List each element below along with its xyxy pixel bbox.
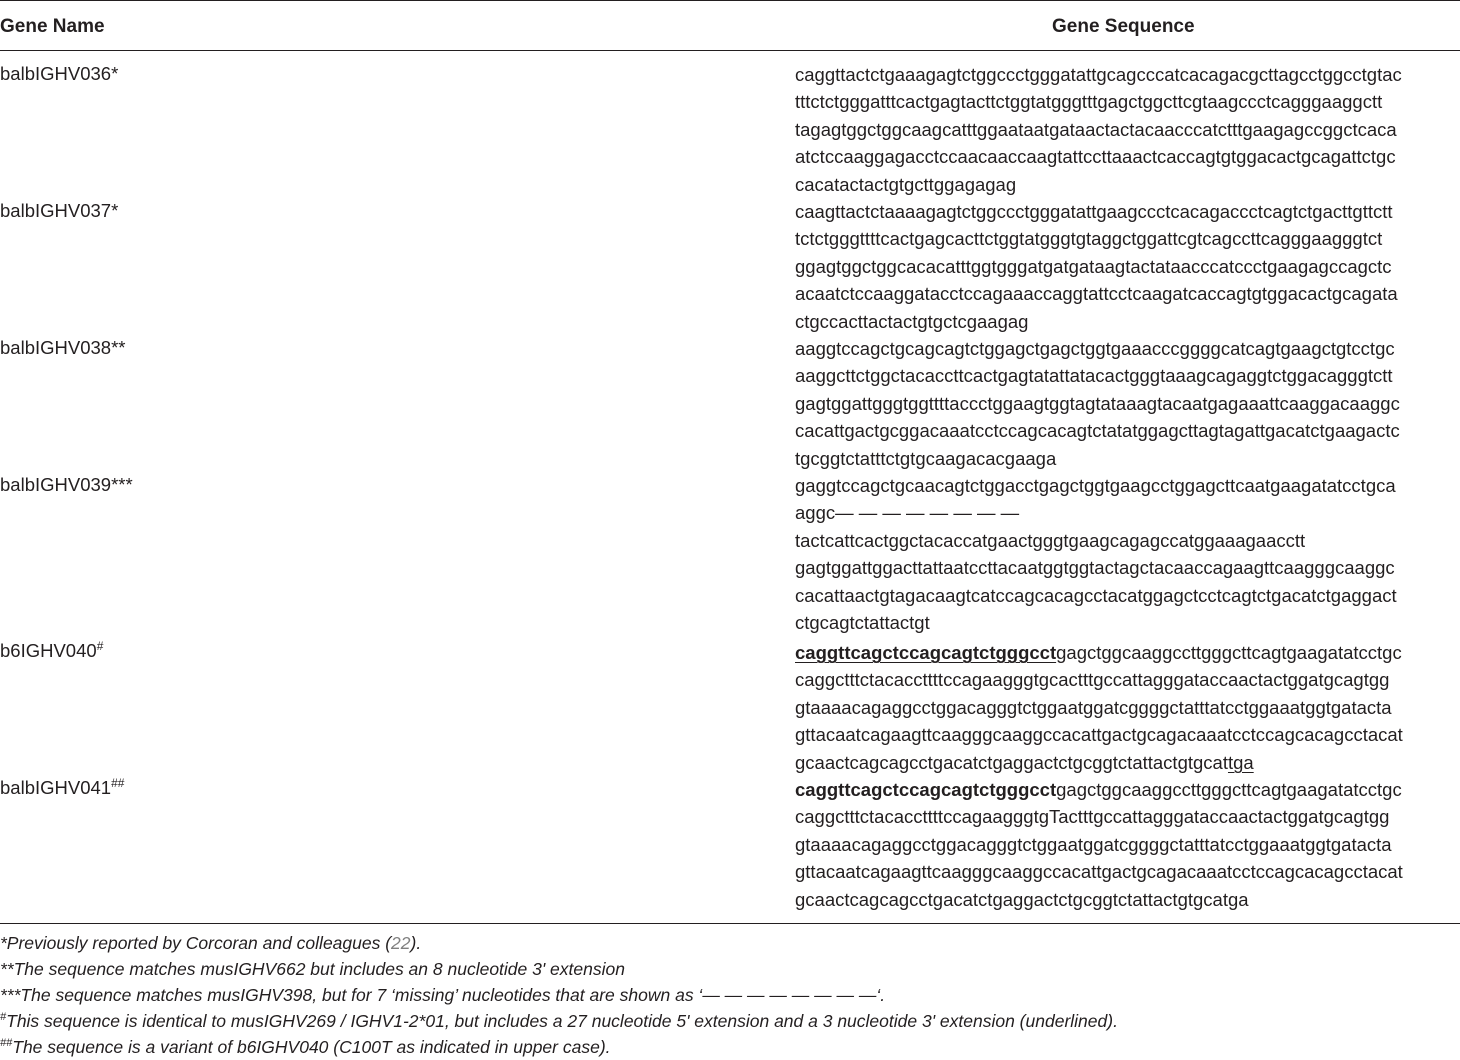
column-header-gene-name: Gene Name [0, 16, 105, 37]
sequence-line-gap: aggc— — — — — — — — [795, 502, 1020, 524]
sequence-line: aaggtccagctgcagcagtctggagctgagctggtgaaacccggggcatcagtgaagctgtcctgc [795, 338, 1395, 359]
sequence-line: gttacaatcagaagttcaagggcaaggccacattgactgcagacaaatcctccagcacagcctacat [795, 861, 1403, 883]
gene-sequence-balbighv037 [795, 198, 1460, 335]
sequence-line: gtaaaacagaggcctggacagggtctggaatggatcggggctatttatcctggaaatggtgatacta [795, 833, 1392, 855]
extension-5prime: caggttcagctccagcagtctgggcct [795, 642, 1057, 663]
sequence-line: cacatactactgtgcttggagagag [795, 173, 1017, 195]
gene-sequence-balbighv039 [795, 472, 1460, 636]
table-footnotes [0, 930, 1118, 1060]
extension-5prime: caggttcagctccagcagtctgggcct [795, 779, 1057, 800]
footnote-3: ***The sequence matches musIGHV398, but for 7 ‘missing’ nucleotides that are shown as ‘— — — — — — — —‘. [0, 985, 886, 1005]
table-bottom-rule [0, 923, 1460, 924]
extension-3prime: tga [1227, 751, 1254, 773]
sequence-line: tgcggtctatttctgtgcaagacacgaaga [795, 447, 1057, 469]
sequence-line: caggttcagctccagcagtctgggcctgagctggcaaggccttgggcttcagtgaagatatcctgc [795, 779, 1402, 800]
gene-sequence-balbighv038 [795, 335, 1460, 472]
sequence-line: aaggcttctggctacaccttcactgagtatattatacactgggtaaagcagaggtctggacagggtctt [795, 365, 1393, 387]
gene-name-balbighv039: balbIGHV039*** [0, 474, 133, 495]
gene-sequence-balbighv041 [795, 776, 1460, 913]
gene-name-balbighv037: balbIGHV037* [0, 200, 119, 221]
sequence-line: caggttcagctccagcagtctgggcctgagctggcaaggccttgggcttcagtgaagatatcctgc [795, 642, 1402, 663]
sequence-line: acaatctccaaggatacctccagaaaccaggtattcctcaagatcaccagtgtggacactgcagata [795, 283, 1398, 305]
footnote-5: ##The sequence is a variant of b6IGHV040 (C100T as indicated in upper case). [0, 1037, 611, 1057]
sequence-line: caggctttctacaccttttccagaagggtgTactttgccattagggataccaactactggatgcagtgg [795, 806, 1390, 828]
sequence-line: gaggtccagctgcaacagtctggacctgagctggtgaagcctggagcttcaatgaagatatcctgca [795, 475, 1396, 496]
gene-name-b6ighv040: b6IGHV040# [0, 639, 104, 661]
sequence-line: gagtggattggacttattaatccttacaatggtggtactagctacaaccagaagttcaagggcaaggc [795, 557, 1395, 579]
gene-name-balbighv036: balbIGHV036* [0, 63, 119, 84]
sequence-line: tactcattcactggctacaccatgaactgggtgaagcagagccatggaaagaacctt [795, 529, 1306, 551]
sequence-line: tctctgggttttcactgagcacttctggtatgggtgtaggctggattcgtcagccttcagggaagggtct [795, 228, 1383, 250]
sequence-line: ctgcagtctattactgt [795, 611, 930, 633]
column-header-gene-sequence: Gene Sequence [1052, 16, 1195, 37]
footnote-mark: # [96, 639, 104, 653]
footnote-1: *Previously reported by Corcoran and colleagues (22). [0, 933, 422, 953]
sequence-line: gcaactcagcagcctgacatctgaggactctgcggtctattactgtgcatga [795, 888, 1249, 910]
sequence-line: gcaactcagcagcctgacatctgaggactctgcggtctattactgtgcattga [795, 751, 1254, 773]
sequence-line: caggctttctacaccttttccagaagggtgcactttgccattagggataccaactactggatgcagtgg [795, 669, 1390, 691]
reference-link[interactable]: 22 [391, 933, 411, 953]
footnote-2: **The sequence matches musIGHV662 but includes an 8 nucleotide 3' extension [0, 959, 625, 979]
sequence-line: tttctctgggatttcactgagtacttctggtatgggtttgagctggcttcgtaagccctcagggaaggctt [795, 91, 1383, 113]
footnote-4: #This sequence is identical to musIGHV269 / IGHV1-2*01, but includes a 27 nucleotide 5' extension and a 3 nucleotide 3' extension (underlined). [0, 1011, 1118, 1031]
sequence-line: gagtggattgggtggttttaccctggaagtggtagtataaagtacaatgagaaattcaaggacaaggc [795, 392, 1400, 414]
sequence-line: caggttactctgaaagagtctggccctgggatattgcagcccatcacagacgcttagcctggcctgtac [795, 64, 1402, 85]
footnote-mark: ## [111, 776, 125, 790]
sequence-line: caagttactctaaaagagtctggccctgggatattgaagccctcacagaccctcagtctgacttgttctt [795, 201, 1393, 222]
gene-name-balbighv041: balbIGHV041## [0, 776, 125, 798]
sequence-line: ctgccacttactactgtgctcgaagag [795, 310, 1029, 332]
sequence-line: gtaaaacagaggcctggacagggtctggaatggatcggggctatttatcctggaaatggtgatacta [795, 696, 1392, 718]
gene-sequence-b6ighv040 [795, 639, 1460, 776]
header-rule [0, 50, 1460, 51]
gene-sequence-balbighv036 [795, 61, 1460, 198]
table-top-rule [0, 0, 1460, 1]
sequence-line: tagagtggctggcaagcatttggaataatgataactactacaacccatctttgaagagccggctcaca [795, 118, 1397, 140]
sequence-line: cacattaactgtagacaagtcatccagcacagcctacatggagctcctcagtctgacatctgaggact [795, 584, 1397, 606]
sequence-line: ggagtggctggcacacatttggtgggatgatgataagtactataacccatccctgaagagccagctc [795, 255, 1392, 277]
gene-name-balbighv038: balbIGHV038** [0, 337, 126, 358]
sequence-line: atctccaaggagacctccaacaaccaagtattccttaaactcaccagtgtggacactgcagattctgc [795, 146, 1396, 168]
sequence-line: cacattgactgcggacaaatcctccagcacagtctatatggagcttagtagattgacatctgaagactc [795, 420, 1400, 442]
sequence-line: gttacaatcagaagttcaagggcaaggccacattgactgcagacaaatcctccagcacagcctacat [795, 724, 1403, 746]
